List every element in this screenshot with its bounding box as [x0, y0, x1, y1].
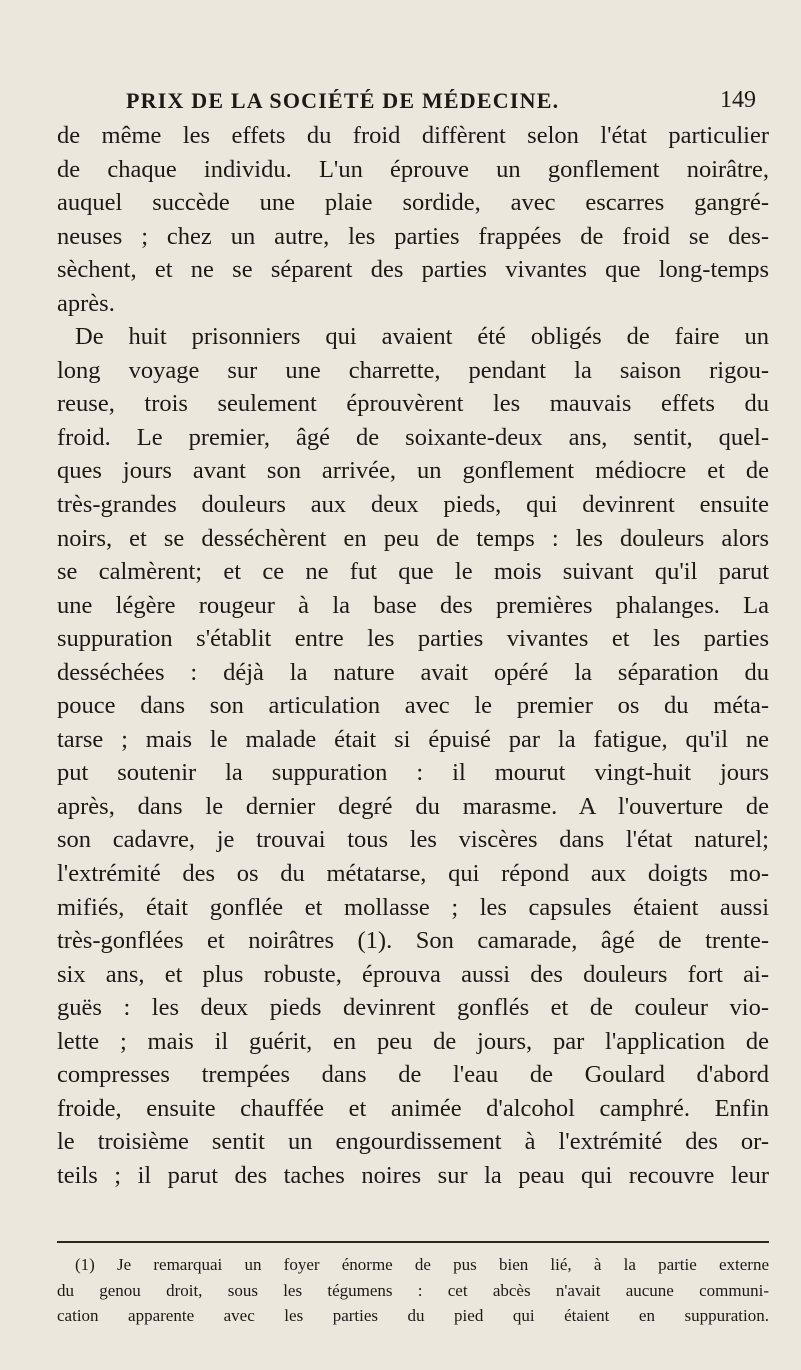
text-line: long voyage sur une charrette, pendant la saison rigou- — [57, 356, 769, 384]
text-line: pouce dans son articulation avec le premier os du méta- — [57, 692, 769, 720]
text-line: après. — [57, 289, 115, 317]
running-title: PRIX DE LA SOCIÉTÉ DE MÉDECINE. — [126, 88, 560, 113]
page-number: 149 — [720, 87, 756, 113]
text-line: ques jours avant son arrivée, un gonflement médiocre et de — [57, 457, 769, 485]
body-text — [57, 119, 769, 1193]
text-line: mifiés, était gonflée et mollasse ; les capsules étaient aussi — [57, 893, 769, 921]
text-line: desséchées : déjà la nature avait opéré la séparation du — [57, 658, 769, 686]
text-line: très-grandes douleurs aux deux pieds, qui devinrent ensuite — [57, 491, 769, 519]
running-head — [0, 88, 801, 118]
text-line: guës : les deux pieds devinrent gonflés et de couleur vio- — [57, 994, 769, 1022]
text-line: froide, ensuite chauffée et animée d'alcohol camphré. Enfin — [57, 1094, 769, 1122]
text-line: sèchent, et ne se séparent des parties vivantes que long-temps — [57, 256, 769, 284]
text-line: une légère rougeur à la base des premières phalanges. La — [57, 591, 769, 619]
text-line: froid. Le premier, âgé de soixante-deux ans, sentit, quel- — [57, 423, 769, 451]
footnote-line: (1) Je remarquai un foyer énorme de pus bien lié, à la partie externe — [75, 1255, 769, 1274]
text-line: de même les effets du froid diffèrent selon l'état particulier — [57, 122, 769, 149]
text-line: son cadavre, je trouvai tous les viscères dans l'état naturel; — [57, 826, 769, 854]
text-line: suppuration s'établit entre les parties vivantes et les parties — [57, 625, 769, 653]
text-line: après, dans le dernier degré du marasme. A l'ouverture de — [57, 792, 769, 820]
text-line: teils ; il parut des taches noires sur la peau qui recouvre leur — [57, 1161, 769, 1189]
text-line: six ans, et plus robuste, éprouva aussi des douleurs fort ai- — [57, 960, 769, 988]
text-line: neuses ; chez un autre, les parties frappées de froid se des- — [57, 222, 769, 250]
text-line: put soutenir la suppuration : il mourut vingt-huit jours — [57, 759, 769, 787]
text-line: reuse, trois seulement éprouvèrent les mauvais effets du — [57, 390, 769, 418]
text-line: lette ; mais il guérit, en peu de jours, par l'application de — [57, 1027, 769, 1055]
footnote-rule — [57, 1241, 769, 1243]
text-line: compresses trempées dans de l'eau de Goulard d'abord — [57, 1061, 769, 1089]
text-line: très-gonflées et noirâtres (1). Son camarade, âgé de trente- — [57, 927, 769, 955]
text-line: tarse ; mais le malade était si épuisé par la fatigue, qu'il ne — [57, 725, 769, 753]
text-line: de chaque individu. L'un éprouve un gonflement noirâtre, — [57, 155, 769, 183]
text-line: le troisième sentit un engourdissement à l'extrémité des or- — [57, 1128, 769, 1156]
footnote-line: du genou droit, sous les tégumens : cet abcès n'avait aucune communi- — [57, 1280, 769, 1300]
text-line: se calmèrent; et ce ne fut que le mois suivant qu'il parut — [57, 558, 769, 586]
text-line: auquel succède une plaie sordide, avec escarres gangré- — [57, 189, 769, 217]
text-line: De huit prisonniers qui avaient été obligés de faire un — [75, 323, 769, 351]
text-line: noirs, et se desséchèrent en peu de temps : les douleurs alors — [57, 524, 769, 552]
footnote — [57, 1252, 769, 1329]
text-line: l'extrémité des os du métatarse, qui répond aux doigts mo- — [57, 860, 769, 888]
footnote-line: cation apparente avec les parties du pied qui étaient en suppuration. — [57, 1306, 769, 1325]
